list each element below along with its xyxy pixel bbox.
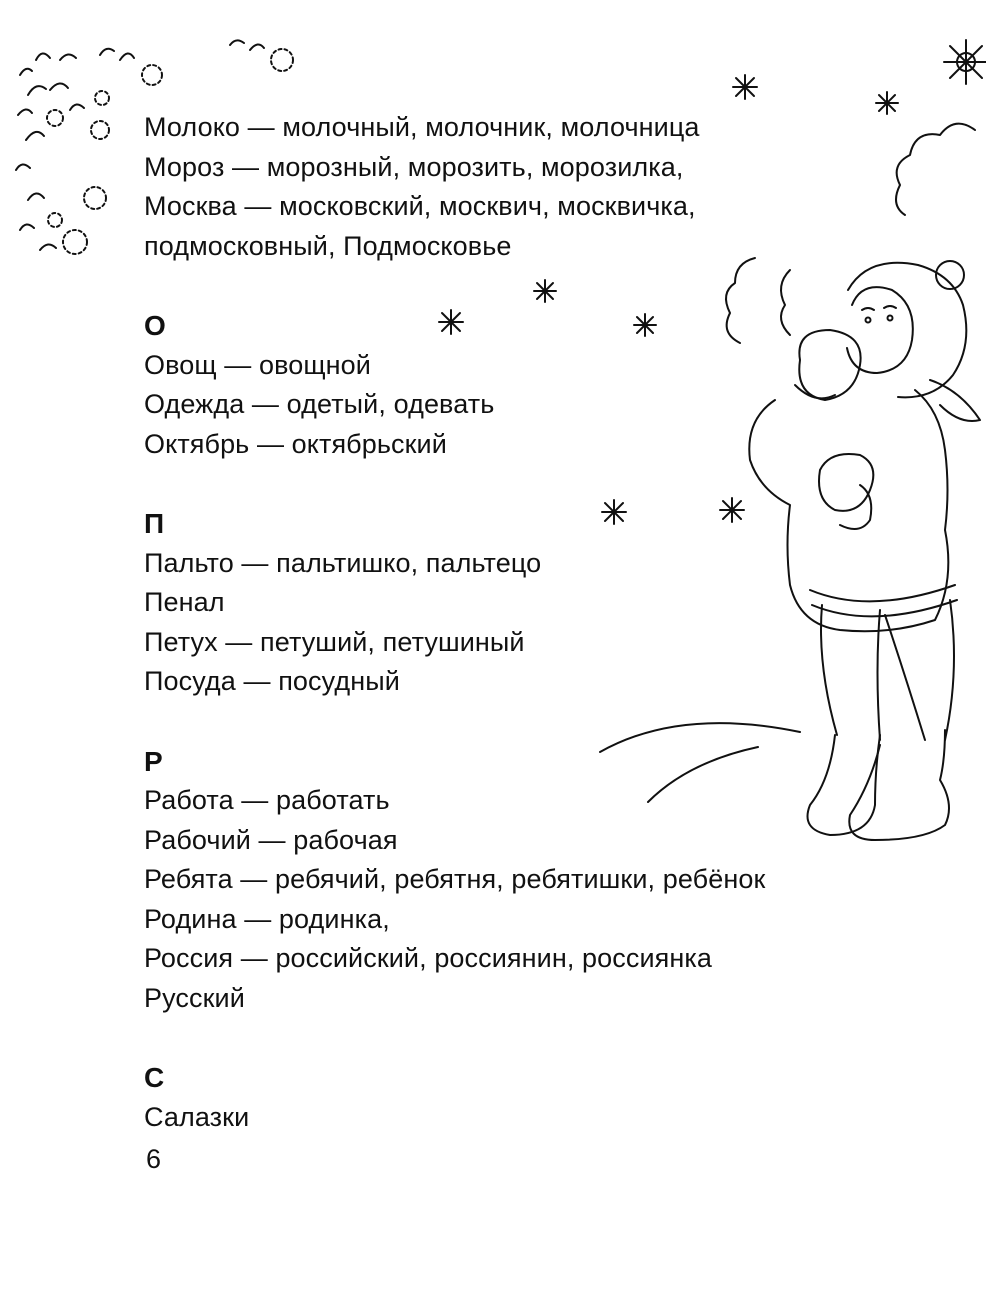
word-entry: Пенал xyxy=(144,587,225,618)
word-entry: Россия — российский, россиянин, россиянка xyxy=(144,943,713,974)
section-o xyxy=(144,306,864,464)
word-entry: Мороз — морозный, морозить, морозилка, xyxy=(144,151,684,182)
word-entry: Родина — родинка, xyxy=(144,903,390,934)
section-letter-heading: П xyxy=(144,507,165,539)
word-entry: Салазки xyxy=(144,1101,250,1132)
section-s xyxy=(144,1058,864,1137)
word-entry: Москва — московский, москвич, москвичка, xyxy=(144,191,696,222)
word-entry: Овощ — овощной xyxy=(144,349,371,380)
word-entry: Одежда — одетый, одевать xyxy=(144,389,495,420)
word-entry: Ребята — ребячий, ребятня, ребятишки, ребёнок xyxy=(144,864,766,895)
word-entry: Работа — работать xyxy=(144,785,390,816)
page-number: 6 xyxy=(146,1144,162,1174)
section-letter-heading: О xyxy=(144,309,166,341)
section-m xyxy=(144,108,864,266)
word-entry: Петух — петуший, петушиный xyxy=(144,626,525,657)
section-letter-heading: С xyxy=(144,1062,165,1094)
word-entry: Пальто — пальтишко, пальтецо xyxy=(144,547,542,578)
section-letter-heading: Р xyxy=(144,745,163,777)
word-entry: Посуда — посудный xyxy=(144,666,400,697)
section-p xyxy=(144,504,864,702)
word-entry: Октябрь — октябрьский xyxy=(144,428,447,459)
word-entry: Молоко — молочный, молочник, молочница xyxy=(144,112,700,142)
word-entry: Рабочий — рабочая xyxy=(144,824,398,855)
word-entry: подмосковный, Подмосковье xyxy=(144,230,512,261)
section-r xyxy=(144,742,864,1019)
word-entry: Русский xyxy=(144,983,245,1014)
word-list xyxy=(144,108,864,1137)
